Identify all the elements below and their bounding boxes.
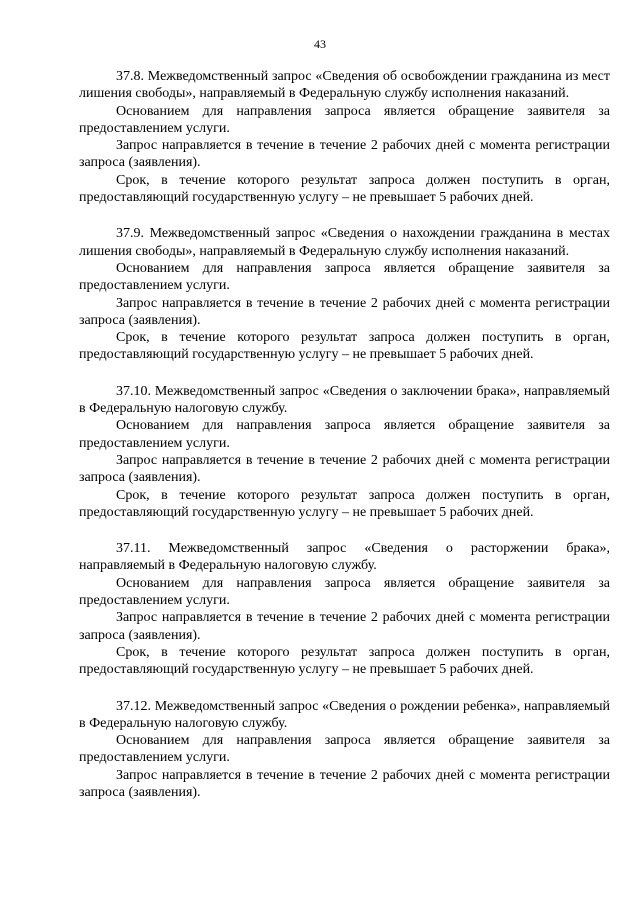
section-heading: 37.8. Межведомственный запрос «Сведения об освобождении гражданина из мест лишения свободы», направляемый в Федеральную службу исполнения наказаний. — [79, 69, 610, 102]
section-heading: 37.11. Межведомственный запрос «Сведения о расторжении брака», направляемый в Федеральную налоговую службу. — [79, 541, 610, 574]
section-37-11 — [79, 540, 610, 678]
section-37-9 — [79, 225, 610, 363]
section-timing: Запрос направляется в течение в течение 2 рабочих дней с момента регистрации запроса (заявления). — [79, 767, 610, 800]
section-basis: Основанием для направления запроса является обращение заявителя за предоставлением услуги. — [79, 418, 610, 451]
section-deadline: Срок, в течение которого результат запроса должен поступить в орган, предоставляющий государственную услугу – не превышает 5 рабочих дней. — [79, 172, 610, 206]
section-heading: 37.12. Межведомственный запрос «Сведения о рождении ребенка», направляемый в Федеральную налоговую службу. — [79, 698, 610, 731]
section-timing: Запрос направляется в течение в течение 2 рабочих дней с момента регистрации запроса (заявления). — [79, 295, 610, 328]
section-37-8 — [79, 68, 610, 206]
section-basis: Основанием для направления запроса является обращение заявителя за предоставлением услуги. — [79, 575, 610, 609]
section-37-10 — [79, 383, 610, 521]
section-basis: Основанием для направления запроса является обращение заявителя за предоставлением услуги. — [79, 733, 610, 766]
document-body — [79, 68, 610, 801]
section-basis: Основанием для направления запроса является обращение заявителя за предоставлением услуги. — [79, 260, 610, 294]
section-deadline: Срок, в течение которого результат запроса должен поступить в орган, предоставляющий государственную услугу – не превышает 5 рабочих дней. — [79, 330, 610, 363]
section-timing: Запрос направляется в течение в течение 2 рабочих дней с момента регистрации запроса (заявления). — [79, 452, 610, 486]
section-heading: 37.9. Межведомственный запрос «Сведения о нахождении гражданина в местах лишения свободы», направляемый в Федеральную службу исполнения наказаний. — [79, 226, 610, 259]
section-heading: 37.10. Межведомственный запрос «Сведения о заключении брака», направляемый в Федеральную налоговую службу. — [79, 383, 610, 417]
section-basis: Основанием для направления запроса является обращение заявителя за предоставлением услуги. — [79, 103, 610, 136]
section-timing: Запрос направляется в течение в течение 2 рабочих дней с момента регистрации запроса (заявления). — [79, 610, 610, 643]
section-37-12 — [79, 698, 610, 802]
section-deadline: Срок, в течение которого результат запроса должен поступить в орган, предоставляющий государственную услугу – не превышает 5 рабочих дней. — [79, 487, 610, 520]
page-number: 43 — [314, 37, 326, 51]
section-timing: Запрос направляется в течение в течение 2 рабочих дней с момента регистрации запроса (заявления). — [79, 138, 610, 171]
section-deadline: Срок, в течение которого результат запроса должен поступить в орган, предоставляющий государственную услугу – не превышает 5 рабочих дней. — [79, 644, 610, 678]
